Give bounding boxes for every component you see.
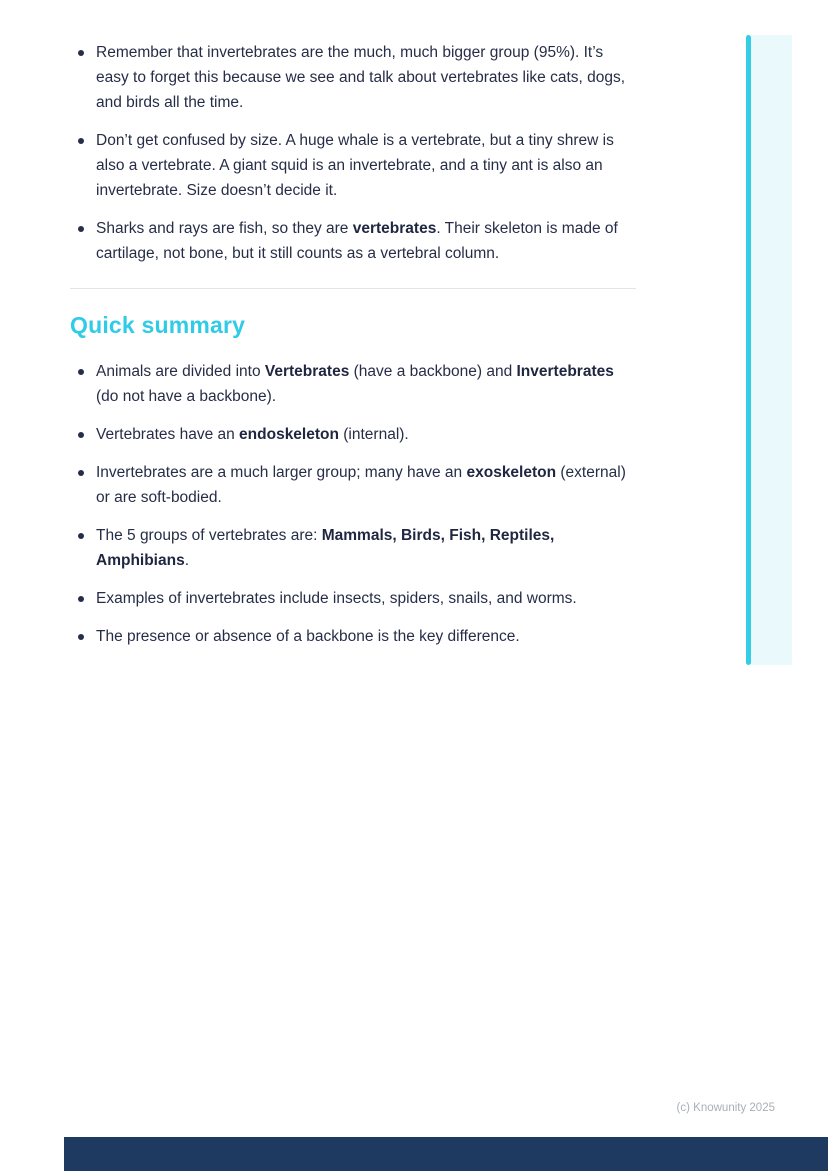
body-text: Examples of invertebrates include insects, spiders, snails, and worms. xyxy=(96,590,577,607)
body-text: Invertebrates are a much larger group; many have an xyxy=(96,464,467,481)
emphasis-text: Invertebrates xyxy=(516,363,614,380)
list-item xyxy=(70,624,636,649)
emphasis-text: vertebrates xyxy=(352,220,437,237)
body-text: (external) or are soft-bodied. xyxy=(96,464,626,506)
summary-heading: Quick summary xyxy=(70,312,246,338)
body-text: Vertebrates have an xyxy=(96,426,240,443)
notes-list xyxy=(70,40,636,266)
summary-list xyxy=(70,359,636,649)
body-text: Sharks and rays are fish, so they are xyxy=(96,220,353,237)
page-content xyxy=(70,40,636,662)
section-divider xyxy=(70,288,636,289)
body-text: (do not have a backbone). xyxy=(96,388,277,405)
body-text: (have a backbone) and xyxy=(349,363,517,380)
list-item xyxy=(70,216,636,266)
body-text: . xyxy=(184,552,190,569)
list-item xyxy=(70,128,636,203)
page-footer xyxy=(677,1101,775,1115)
body-text: Remember that invertebrates are the much, much bigger group (95%). It’s easy to forget this because we see and talk about vertebrates like cats, dogs, and birds all the time. xyxy=(96,44,626,111)
list-item xyxy=(70,523,636,573)
bottom-bar xyxy=(64,1137,828,1171)
list-item xyxy=(70,586,636,611)
body-text: Don’t get confused by size. A huge whale is a vertebrate, but a tiny shrew is also a vertebrate. A giant squid is an invertebrate, and a tiny ant is also an invertebrate. Size doesn’t decide it. xyxy=(96,132,614,199)
emphasis-text: Mammals, Birds, Fish, Reptiles, Amphibians xyxy=(96,527,555,569)
list-item xyxy=(70,359,636,409)
body-text: The 5 groups of vertebrates are: xyxy=(96,527,322,544)
emphasis-text: endoskeleton xyxy=(239,426,339,443)
body-text: (internal). xyxy=(338,426,409,443)
body-text: . Their skeleton is made of cartilage, not bone, but it still counts as a vertebral column. xyxy=(96,220,618,262)
list-item xyxy=(70,40,636,115)
copyright-text: (c) Knowunity 2025 xyxy=(676,1102,775,1114)
emphasis-text: Vertebrates xyxy=(264,363,350,380)
body-text: The presence or absence of a backbone is the key difference. xyxy=(96,628,520,645)
list-item xyxy=(70,460,636,510)
side-accent-panel xyxy=(751,35,792,665)
list-item xyxy=(70,422,636,447)
body-text: Animals are divided into xyxy=(96,363,265,380)
emphasis-text: exoskeleton xyxy=(466,464,557,481)
